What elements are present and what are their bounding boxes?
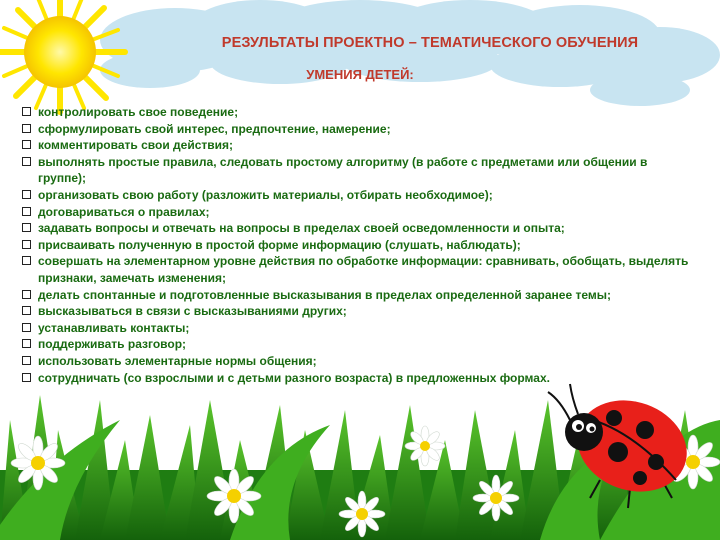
list-item <box>20 204 690 221</box>
list-item-text: высказываться в связи с высказываниями других; <box>38 304 347 319</box>
checkbox-bullet-icon <box>22 207 31 216</box>
list-item-text: организовать свою работу (разложить материалы, отбирать необходимое); <box>38 187 493 202</box>
checkbox-bullet-icon <box>22 240 31 249</box>
list-item-text: сотрудничать (со взрослыми и с детьми разного возраста) в предложенных формах. <box>38 370 550 385</box>
list-item <box>20 121 690 138</box>
list-item-text: присваивать полученную в простой форме информацию (слушать, наблюдать); <box>38 237 521 252</box>
list-item <box>20 220 690 237</box>
section-subtitle: УМЕНИЯ ДЕТЕЙ: <box>306 67 414 82</box>
checkbox-bullet-icon <box>22 290 31 299</box>
list-item <box>20 320 690 337</box>
list-item <box>20 370 690 387</box>
list-item-text: совершать на элементарном уровне действия по обработке информации: сравнивать, обобщать, выделять признаки, замечать изменения; <box>38 254 689 285</box>
checkbox-bullet-icon <box>22 140 31 149</box>
list-item <box>20 237 690 254</box>
daisy-flower-icon <box>339 491 385 537</box>
list-item-text: делать спонтанные и подготовленные высказывания в пределах определенной заранее темы; <box>38 287 611 302</box>
list-item-text: поддерживать разговор; <box>38 337 187 352</box>
checkbox-bullet-icon <box>22 190 31 199</box>
clouds <box>100 0 720 106</box>
list-item-text: договариваться о правилах; <box>38 204 210 219</box>
checkbox-bullet-icon <box>22 256 31 265</box>
skills-list <box>20 104 690 386</box>
checkbox-bullet-icon <box>22 157 31 166</box>
list-item-text: устанавливать контакты; <box>38 320 190 335</box>
daisy-flower-icon <box>11 436 65 490</box>
list-item <box>20 287 690 304</box>
list-item-text: выполнять простые правила, следовать простому алгоритму (в работе с предметами или общении в группе); <box>38 154 648 186</box>
list-item <box>20 253 690 286</box>
checkbox-bullet-icon <box>22 107 31 116</box>
checkbox-bullet-icon <box>22 373 31 382</box>
list-item <box>20 137 690 154</box>
page-title: РЕЗУЛЬТАТЫ ПРОЕКТНО – ТЕМАТИЧЕСКОГО ОБУЧЕНИЯ <box>221 35 639 51</box>
sun-icon <box>0 0 125 112</box>
checkbox-bullet-icon <box>22 339 31 348</box>
list-item <box>20 187 690 204</box>
list-item-text: контролировать свое поведение; <box>38 105 239 119</box>
checkbox-bullet-icon <box>22 124 31 133</box>
list-item <box>20 353 690 370</box>
daisy-flower-icon <box>207 469 261 523</box>
checkbox-bullet-icon <box>22 356 31 365</box>
list-item-text: задавать вопросы и отвечать на вопросы в пределах своей осведомленности и опыта; <box>38 221 565 236</box>
daisy-flower-icon <box>473 475 519 521</box>
list-item <box>20 104 690 121</box>
checkbox-bullet-icon <box>22 223 31 232</box>
list-item <box>20 303 690 320</box>
list-item <box>20 336 690 353</box>
checkbox-bullet-icon <box>22 323 31 332</box>
list-item <box>20 154 690 187</box>
checkbox-bullet-icon <box>22 306 31 315</box>
list-item-text: комментировать свои действия; <box>38 138 233 153</box>
list-item-text: использовать элементарные нормы общения; <box>38 353 317 368</box>
list-item-text: сформулировать свой интерес, предпочтение, намерение; <box>38 121 391 136</box>
